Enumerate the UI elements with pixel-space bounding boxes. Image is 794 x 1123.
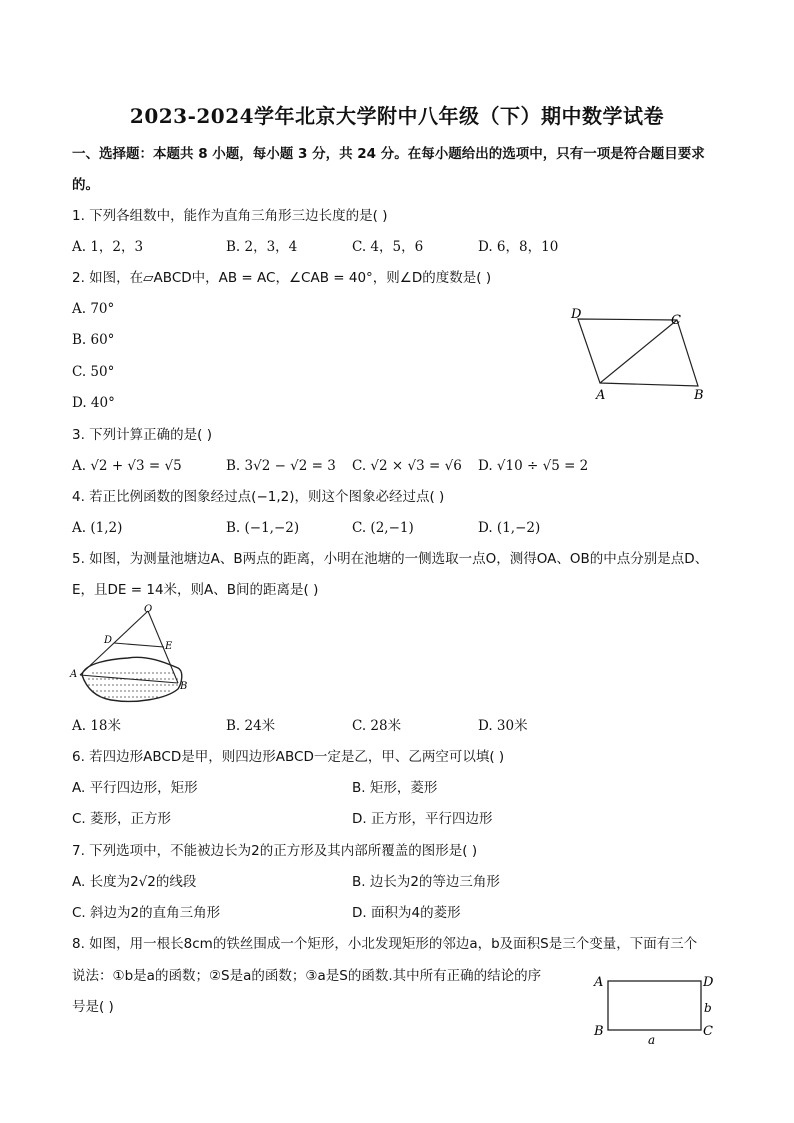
q7-stem: 7. 下列选项中，不能被边长为2的正方形及其内部所覆盖的图形是( ) — [72, 843, 478, 859]
label-b-vertex: B — [594, 1024, 604, 1039]
label-c-vertex: C — [703, 1024, 713, 1039]
q4-option-d: D. (1,−2) — [478, 520, 541, 536]
q3-stem: 3. 下列计算正确的是( ) — [72, 427, 212, 443]
label-b: B — [694, 388, 704, 403]
q5-option-a: A. 18米 — [72, 718, 122, 734]
label-d: D — [104, 635, 113, 646]
q2-stem: 2. 如图，在▱ABCD中，AB = AC，∠CAB = 40°，则∠D的度数是( ) — [72, 270, 492, 286]
label-a: A — [70, 669, 78, 680]
q2-option-b: B. 60° — [72, 332, 115, 348]
q7-option-c: C. 斜边为2的直角三角形 — [72, 905, 221, 921]
exam-title: 2023-2024学年北京大学附中八年级（下）期中数学试卷 — [129, 104, 665, 128]
q3-option-d: D. √10 ÷ √5 = 2 — [478, 458, 589, 474]
q6-option-b: B. 矩形，菱形 — [352, 780, 438, 796]
diagonal-ac — [600, 320, 677, 383]
q6-option-d: D. 正方形，平行四边形 — [352, 811, 493, 827]
q2-parallelogram-figure — [562, 304, 722, 404]
q4-option-a: A. (1,2) — [72, 520, 123, 536]
q5-stem-line2: E，且DE = 14米，则A、B间的距离是( ) — [72, 582, 319, 598]
q6-stem: 6. 若四边形ABCD是甲，则四边形ABCD一定是乙，甲、乙两空可以填( ) — [72, 749, 505, 765]
q6-option-c: C. 菱形，正方形 — [72, 811, 172, 827]
q6-option-a: A. 平行四边形，矩形 — [72, 780, 198, 796]
q8-stem-line1: 8. 如图，用一根长8cm的铁丝围成一个矩形，小北发现矩形的邻边a，b及面积S是三个变量，下面有三个 — [72, 936, 698, 952]
q5-option-d: D. 30米 — [478, 718, 528, 734]
section-header-line2: 的。 — [72, 177, 99, 193]
q1-option-a: A. 1，2，3 — [72, 239, 144, 255]
q5-pond-figure — [66, 603, 196, 708]
rectangle-abcd — [608, 981, 701, 1030]
q3-option-c: C. √2 × √3 = √6 — [352, 458, 462, 474]
label-a: A — [596, 388, 606, 403]
q7-option-a: A. 长度为2√2的线段 — [72, 874, 197, 890]
q8-stem-line3: 号是( ) — [72, 999, 114, 1015]
q2-option-c: C. 50° — [72, 364, 115, 380]
segment-de — [114, 643, 164, 647]
q3-option-b: B. 3√2 − √2 = 3 — [226, 458, 336, 474]
q8-stem-line2: 说法：①b是a的函数；②S是a的函数；③a是S的函数.其中所有正确的结论的序 — [72, 968, 542, 984]
label-d: D — [571, 307, 582, 322]
q1-stem: 1. 下列各组数中，能作为直角三角形三边长度的是( ) — [72, 208, 388, 224]
label-a-vertex: A — [594, 975, 604, 990]
q2-option-a: A. 70° — [72, 301, 115, 317]
q3-option-a: A. √2 + √3 = √5 — [72, 458, 182, 474]
label-o: O — [144, 604, 153, 615]
q1-option-c: C. 4，5，6 — [352, 239, 424, 255]
section-header-line1: 一、选择题：本题共 8 小题，每小题 3 分，共 24 分。在每小题给出的选项中，只有一项是符合题目要求 — [72, 146, 705, 162]
q5-option-c: C. 28米 — [352, 718, 402, 734]
q8-rectangle-figure — [588, 968, 723, 1048]
q2-option-d: D. 40° — [72, 395, 115, 411]
q7-option-b: B. 边长为2的等边三角形 — [352, 874, 500, 890]
label-d-vertex: D — [703, 975, 714, 990]
label-side-b: b — [704, 1001, 712, 1015]
q5-option-b: B. 24米 — [226, 718, 276, 734]
q1-option-d: D. 6，8，10 — [478, 239, 559, 255]
q4-option-c: C. (2,−1) — [352, 520, 414, 536]
label-e: E — [165, 641, 173, 652]
label-b: B — [180, 681, 188, 692]
q1-option-b: B. 2，3，4 — [226, 239, 298, 255]
label-c: C — [671, 313, 681, 328]
q4-stem: 4. 若正比例函数的图象经过点(−1,2)，则这个图象必经过点( ) — [72, 489, 445, 505]
q7-option-d: D. 面积为4的菱形 — [352, 905, 461, 921]
q4-option-b: B. (−1,−2) — [226, 520, 300, 536]
label-side-a: a — [648, 1033, 656, 1047]
q5-stem-line1: 5. 如图，为测量池塘边A、B两点的距离，小明在池塘的一侧选取一点O，测得OA、OB的中点分别是点D、 — [72, 551, 709, 567]
